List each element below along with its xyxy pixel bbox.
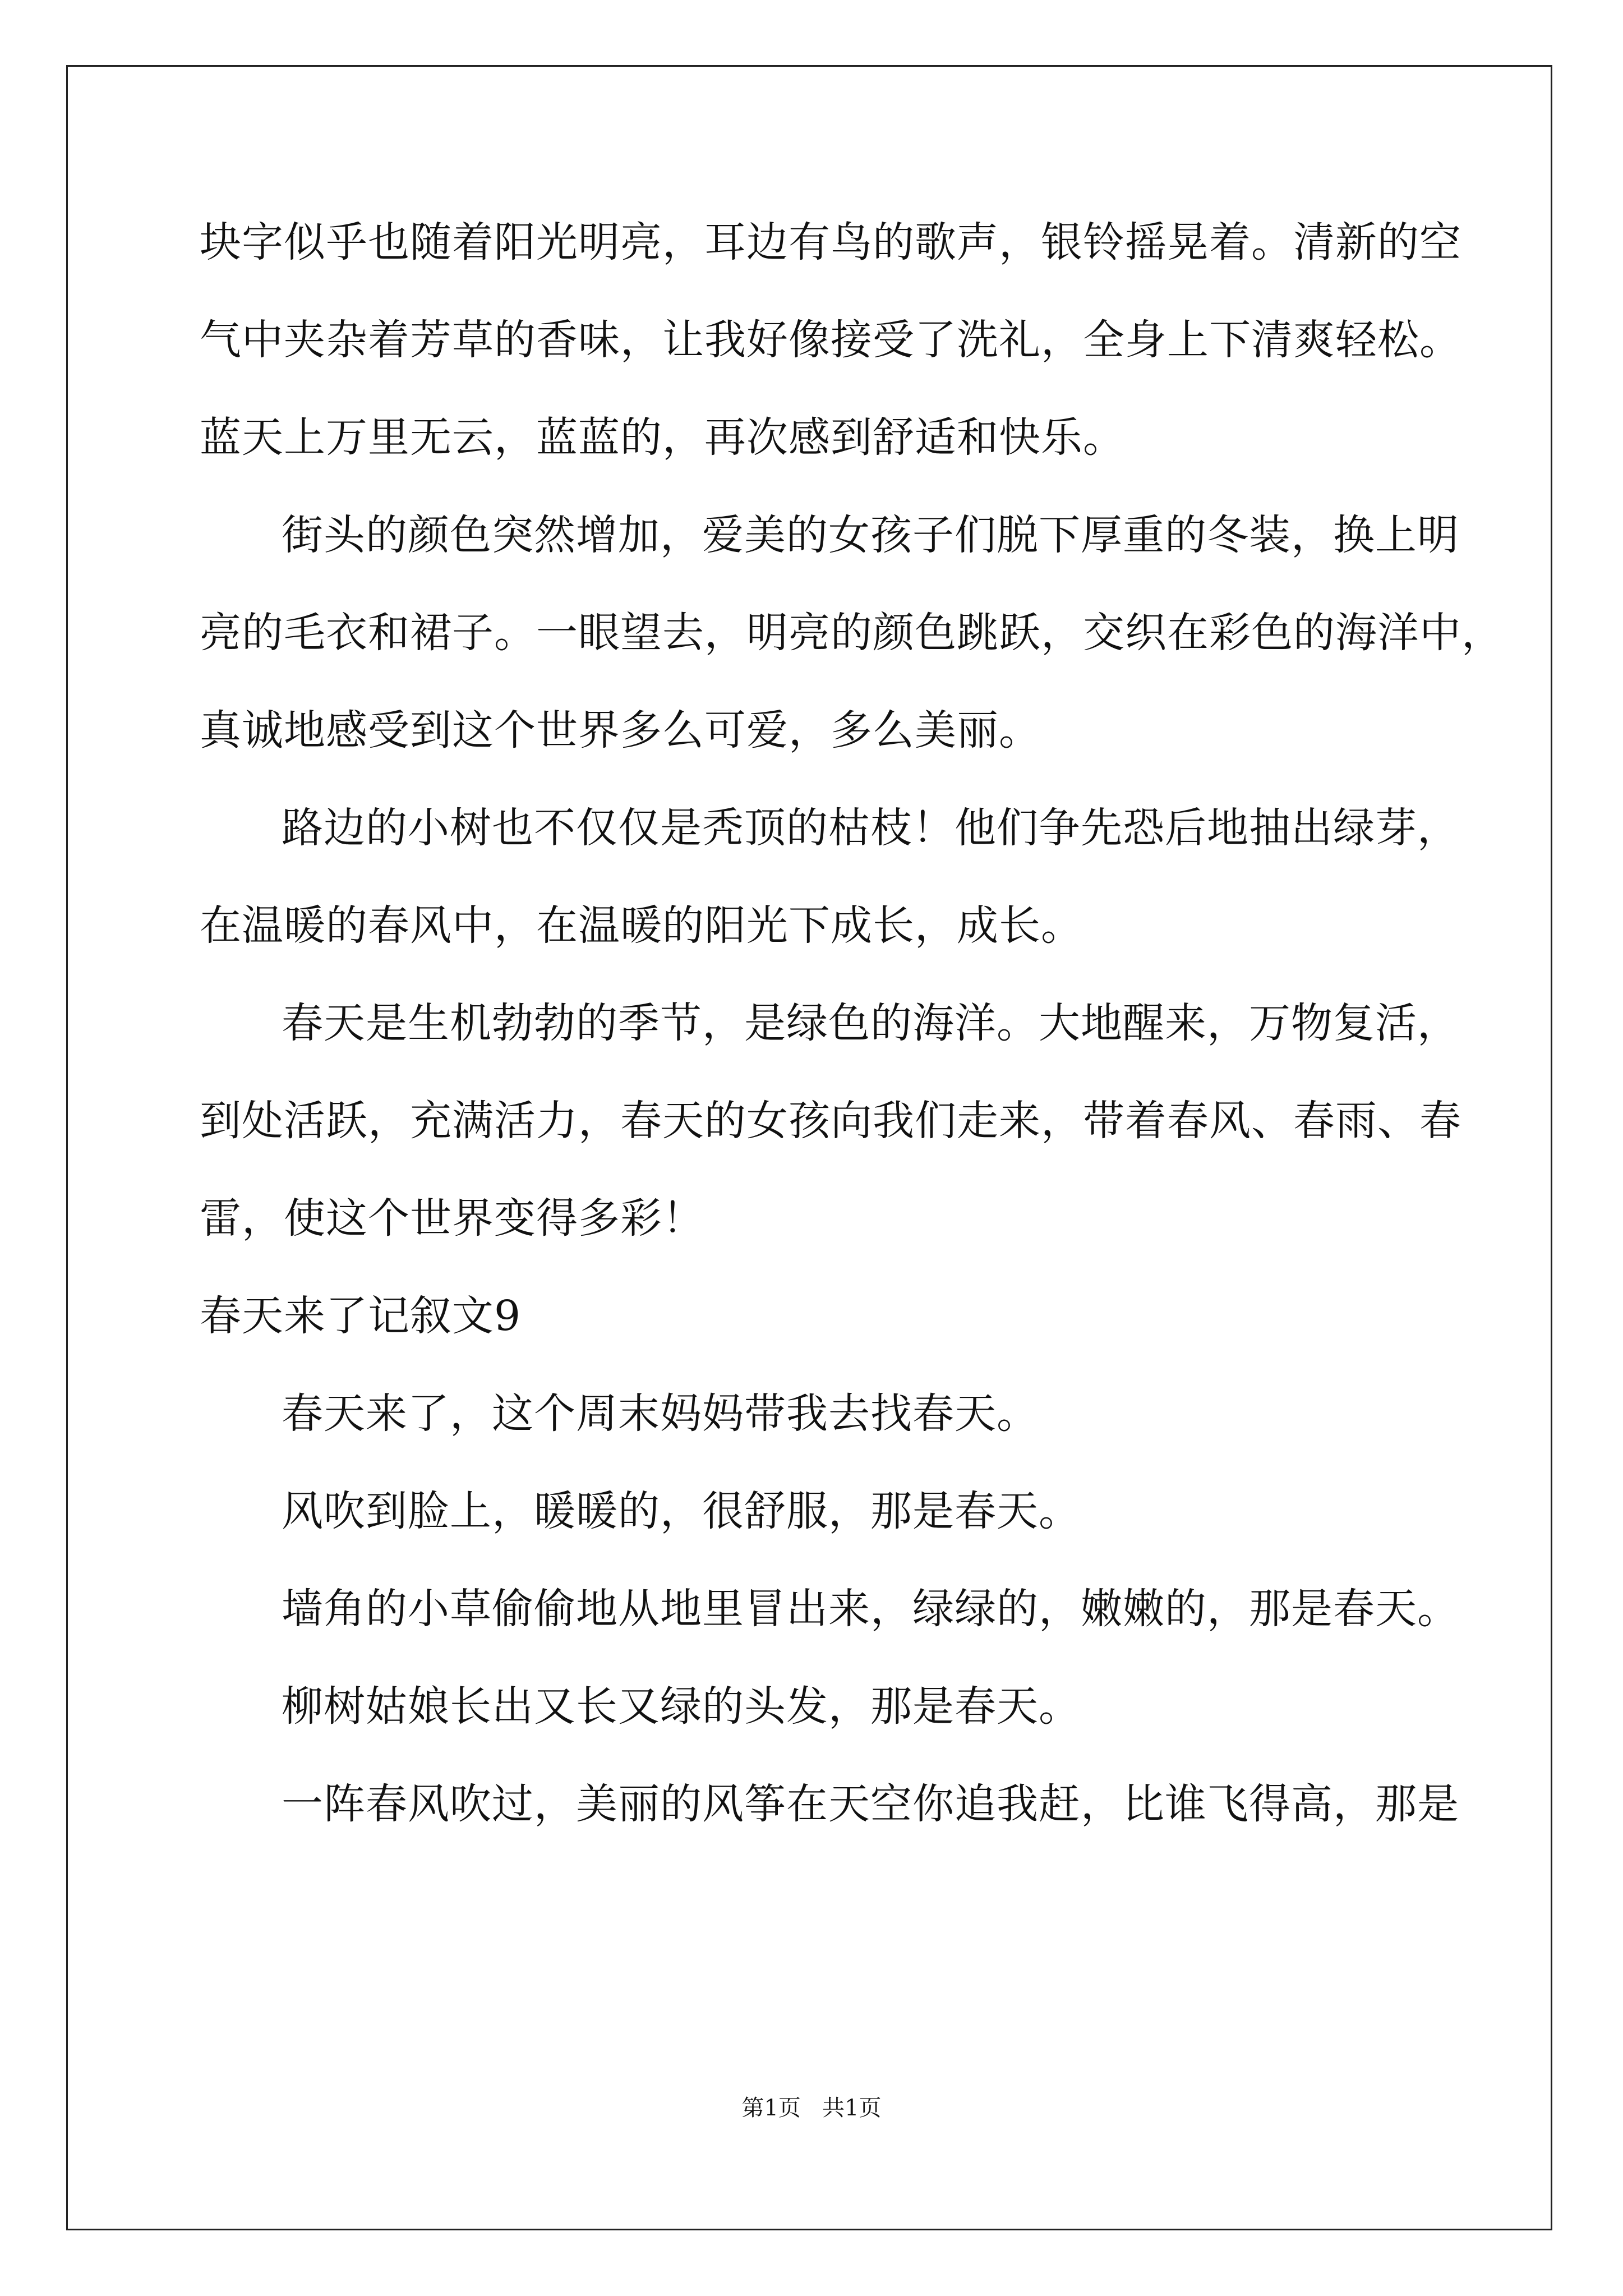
text-line-4: 街头的颜色突然增加，爱美的女孩子们脱下厚重的冬装，换上明 (282, 511, 1459, 559)
text-line-3: 蓝天上万里无云，蓝蓝的，再次感到舒适和快乐。 (200, 413, 1125, 462)
text-line-1: 块字似乎也随着阳光明亮，耳边有鸟的歌声，银铃摇晃着。清新的空 (200, 218, 1461, 266)
text-line-2: 气中夹杂着芳草的香味，让我好像接受了洗礼，全身上下清爽轻松。 (200, 316, 1461, 364)
text-line-10: 到处活跃，充满活力，春天的女孩向我们走来，带着春风、春雨、春 (200, 1097, 1461, 1145)
text-line-5: 亮的毛衣和裙子。一眼望去，明亮的颜色跳跃，交织在彩色的海洋中， (200, 609, 1504, 657)
text-line-13: 春天来了，这个周末妈妈带我去找春天。 (282, 1389, 1039, 1438)
text-line-9: 春天是生机勃勃的季节，是绿色的海洋。大地醒来，万物复活， (282, 999, 1459, 1047)
text-line-14: 风吹到脸上，暖暖的，很舒服，那是春天。 (282, 1487, 1081, 1535)
text-line-11: 雷，使这个世界变得多彩！ (200, 1194, 704, 1243)
page-footer: 第1页 共1页 (741, 2095, 882, 2121)
text-line-7: 路边的小树也不仅仅是秃顶的枯枝！他们争先恐后地抽出绿芽， (282, 804, 1459, 852)
section-heading: 春天来了记叙文9 (200, 1292, 522, 1340)
text-line-8: 在温暖的春风中，在温暖的阳光下成长，成长。 (200, 901, 1083, 950)
text-line-6: 真诚地感受到这个世界多么可爱，多么美丽。 (200, 706, 1041, 754)
text-line-16: 柳树姑娘长出又长又绿的头发，那是春天。 (282, 1682, 1081, 1731)
document-body (200, 218, 1504, 1881)
text-line-17: 一阵春风吹过，美丽的风筝在天空你追我赶，比谁飞得高，那是 (282, 1780, 1459, 1828)
text-line-15: 墙角的小草偷偷地从地里冒出来，绿绿的，嫩嫩的，那是春天。 (282, 1585, 1459, 1633)
